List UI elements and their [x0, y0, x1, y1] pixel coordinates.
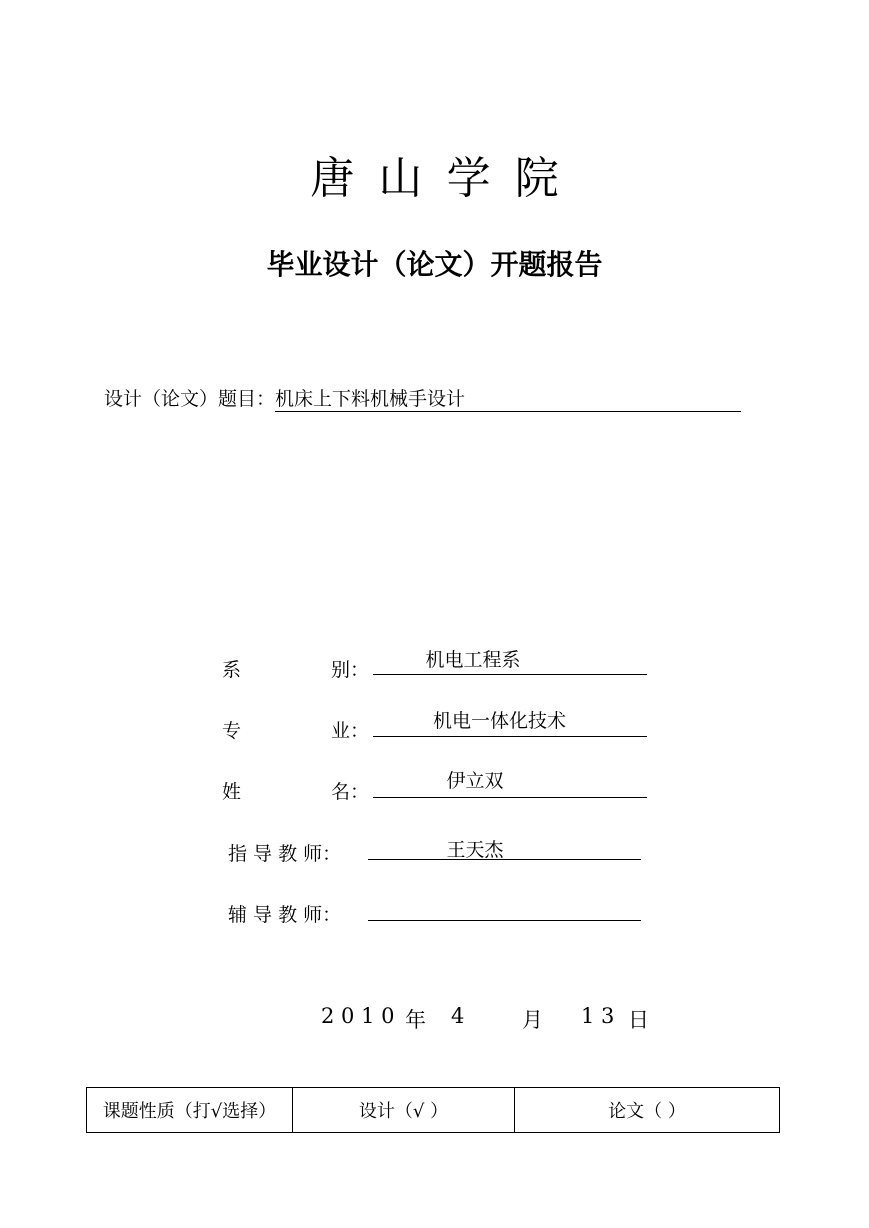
name-underline [373, 797, 647, 798]
department-label-a: 系 [222, 659, 242, 681]
major-label-a: 专 [222, 720, 242, 742]
date-month-unit: 月 [522, 1008, 543, 1032]
date-day-unit: 日 [628, 1008, 649, 1032]
report-title: 毕业设计（论文）开题报告 [266, 248, 603, 281]
major-underline [373, 736, 647, 737]
date-year: 2 0 1 0 [321, 1004, 395, 1028]
topic-row [104, 384, 741, 412]
major-label-b: 业： [331, 720, 370, 742]
topic-nature-table [86, 1087, 780, 1133]
department-underline [373, 674, 647, 675]
major-value: 机电一体化技术 [433, 710, 567, 732]
assistant-advisor-underline [368, 920, 641, 921]
school-name: 唐山学院 [310, 153, 583, 204]
name-value: 伊立双 [446, 770, 504, 792]
date-month: 4 [451, 1004, 465, 1028]
nature-label-cell: 课题性质（打√选择） [87, 1088, 293, 1133]
name-label-a: 姓 [222, 781, 242, 803]
assistant-advisor-label: 辅 导 教 师： [228, 904, 342, 926]
thesis-choice-cell: 论文（ ） [515, 1088, 780, 1133]
date-day: 1 3 [581, 1004, 615, 1028]
department-value: 机电工程系 [425, 649, 521, 671]
advisor-label: 指 导 教 师： [228, 843, 342, 865]
department-label-b: 别： [331, 659, 370, 681]
date-year-unit: 年 [405, 1008, 426, 1032]
design-choice-cell: 设计（√ ） [293, 1088, 515, 1133]
topic-value: 机床上下料机械手设计 [275, 388, 741, 412]
topic-label: 设计（论文）题目： [104, 388, 276, 410]
table-row [87, 1088, 780, 1133]
name-label-b: 名： [331, 781, 370, 803]
advisor-value: 王天杰 [446, 839, 504, 861]
